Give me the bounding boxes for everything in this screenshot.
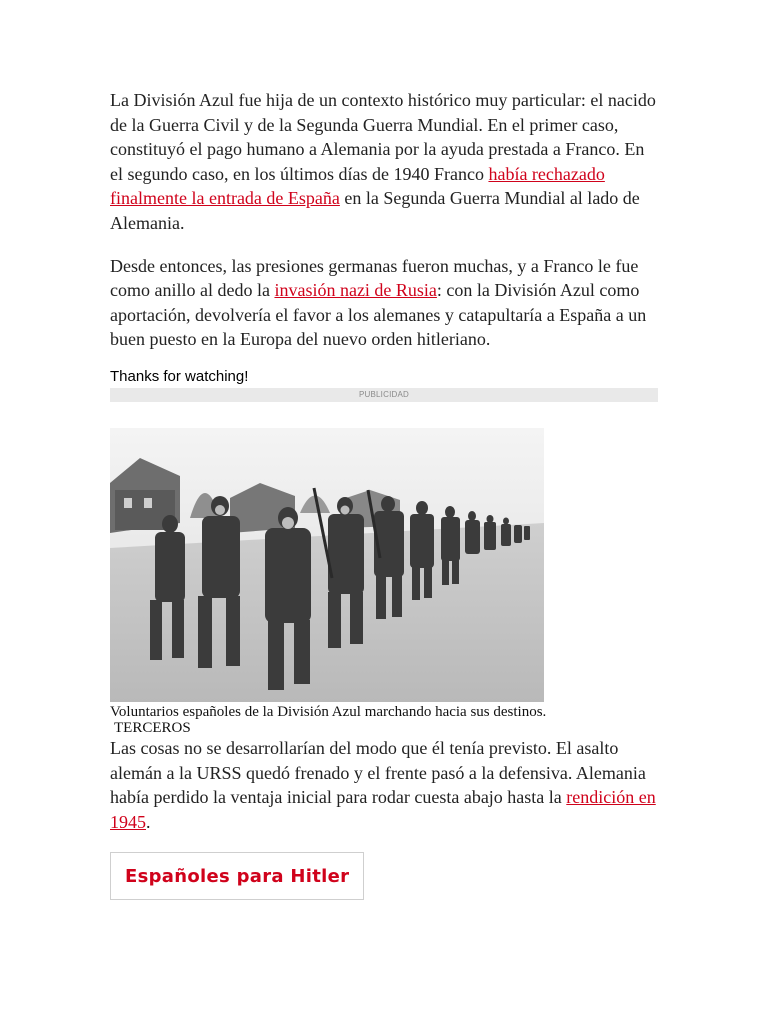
link-rechazo-entrada[interactable]: había rechazado finalmente la entrada de España [110, 163, 605, 209]
video-end-label: Thanks for watching! [110, 367, 249, 385]
paragraph-2 [110, 254, 660, 352]
paragraph-1-text-b: en la Segunda Guerra Mundial al lado de Alemania. [110, 188, 640, 233]
paragraph-2-text-b: : con la División Azul como aportación, devolvería el favor a los alemanes y catapultaría a España a un buen puesto en la Europa del nuevo orden hitleriano. [110, 280, 647, 350]
photo-caption: Voluntarios españoles de la División Azul marchando hacia sus destinos. [110, 703, 547, 720]
ad-banner: PUBLICIDAD [110, 388, 658, 402]
paragraph-3 [110, 736, 660, 834]
marching-soldiers-photo [110, 428, 544, 702]
paragraph-2-text-a: Desde entonces, las presiones germanas fueron muchas, y a Franco le fue como anillo al dedo la [110, 255, 639, 301]
paragraph-1-text-a: La División Azul fue hija de un contexto histórico muy particular: el nacido de la Guerra Civil y de la Segunda Guerra Mundial. En el primer caso, constituyó el pago humano a Alemania por la ayuda prestada a Franco. En el segundo caso, en los últimos días de 1940 Franco [110, 90, 656, 184]
paragraph-3-text-b: . [146, 811, 151, 832]
article-body [110, 88, 660, 900]
link-rendicion-1945[interactable]: rendición en 1945 [110, 787, 656, 832]
related-article-box[interactable]: Españoles para Hitler [110, 852, 364, 900]
paragraph-1 [110, 88, 660, 236]
photo-credit: TERCEROS [114, 719, 191, 736]
article-photo[interactable] [110, 428, 544, 702]
link-invasion-rusia[interactable]: invasión nazi de Rusia [274, 280, 437, 301]
paragraph-3-text-a: Las cosas no se desarrollarían del modo que él tenía previsto. El asalto alemán a la URSS quedó frenado y el frente pasó a la defensiva. Alemania había perdido la ventaja inicial para rodar cuesta abajo hasta la [110, 737, 646, 808]
